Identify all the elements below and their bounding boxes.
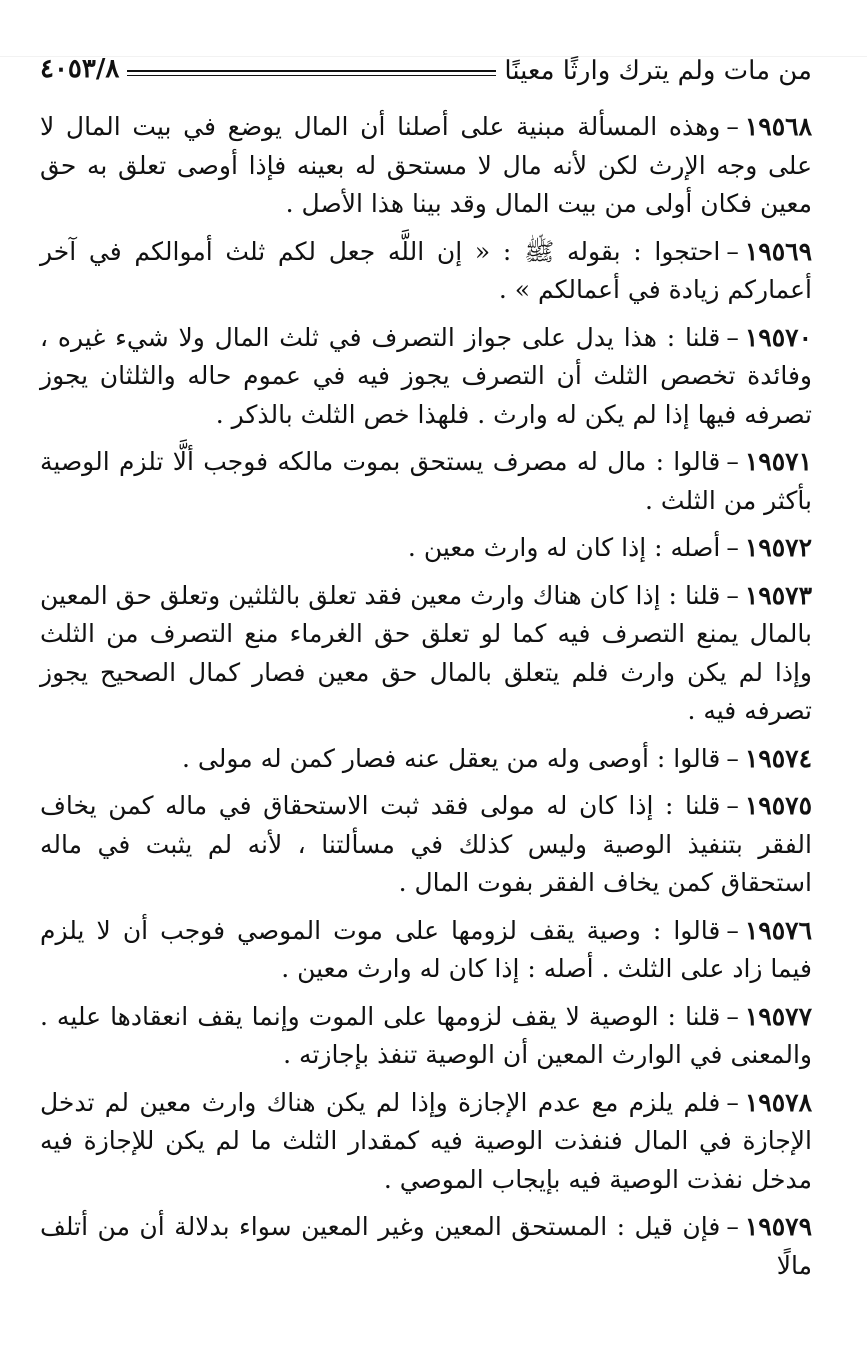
dash-separator: –: [726, 112, 739, 141]
paragraph-number: ١٩٥٧٣: [744, 580, 812, 610]
paragraph-text: احتجوا : بقوله ﷺ : « إن اللَّه جعل لكم ثلث أموالكم في آخر أعماركم زيادة في أعمالكم » .: [40, 236, 812, 304]
paragraph-number: ١٩٥٧١: [744, 447, 812, 476]
paragraph: [40, 577, 812, 731]
dash-separator: –: [726, 1087, 739, 1117]
paragraph: [40, 740, 812, 779]
header-rule: [127, 70, 496, 76]
paragraph: [40, 1084, 812, 1200]
paragraph-number: ١٩٥٧٥: [744, 791, 812, 820]
paragraph-text: قلنا : إذا كان هناك وارث معين فقد تعلق بالثلثين وتعلق حق المعين بالمال يمنع التصرف فيه كما لو تعلق حق الغرماء منع التصرف من الثلث وإذا لم يكن وارث فلم يتعلق بالمال حق معين فصار كمال الصحيح يجوز تصرفه فيه .: [40, 580, 812, 725]
paragraph-number: ١٩٥٧٠: [744, 322, 812, 352]
page-number: ٤٠٥٣/٨: [40, 54, 120, 84]
book-page: [40, 48, 812, 1310]
paragraph-number: ١٩٥٧٢: [744, 533, 812, 562]
page-header: [40, 48, 812, 90]
page-body: [40, 108, 812, 1285]
paragraph-number: ١٩٥٦٨: [744, 112, 812, 141]
dash-separator: –: [726, 236, 739, 266]
paragraph: [40, 998, 812, 1075]
paragraph-text: قلنا : الوصية لا يقف لزومها على الموت وإنما يقف انعقادها عليه . والمعنى في الوارث المعين أن الوصية تنفذ بإجازته .: [40, 1001, 812, 1069]
paragraph-number: ١٩٥٦٩: [744, 236, 812, 266]
paragraph: [40, 912, 812, 989]
paragraph-text: قالوا : أوصى وله من يعقل عنه فصار كمن له مولى .: [181, 743, 721, 773]
paragraph-text: قلنا : إذا كان له مولى فقد ثبت الاستحقاق في ماله كمن يخاف الفقر بتنفيذ الوصية وليس كذلك في مسألتنا ، لأنه لم يثبت في ماله استحقاق كمن يخاف الفقر بفوت المال .: [40, 791, 812, 897]
paragraph-number: ١٩٥٧٤: [744, 743, 812, 773]
paragraph-text: قلنا : هذا يدل على جواز التصرف في ثلث المال ولا شيء غيره ، وفائدة تخصص الثلث أن التصرف يجوز فيه في عموم حاله والثلثان يجوز تصرفه فيها إذا لم يكن له وارث . فلهذا خص الثلث بالذكر .: [40, 322, 812, 429]
paragraph: [40, 233, 812, 310]
paragraph: [40, 319, 812, 435]
paragraph-text: فإن قيل : المستحق المعين وغير المعين سواء بدلالة أن من أتلف مالًا: [40, 1212, 812, 1280]
paragraph-number: ١٩٥٧٧: [744, 1001, 812, 1031]
paragraph: [40, 529, 812, 568]
paragraph-text: فلم يلزم مع عدم الإجازة وإذا لم يكن هناك وارث معين لم تدخل الإجازة في المال فنفذت الوصية فيه كمقدار الثلث ما لم يكن للإجازة فيه مدخل نفذت الوصية فيه بإيجاب الموصي .: [40, 1087, 812, 1194]
paragraph-number: ١٩٥٧٨: [744, 1087, 812, 1117]
dash-separator: –: [726, 1001, 739, 1031]
running-title: من مات ولم يترك وارثًا معينًا: [504, 56, 812, 86]
dash-separator: –: [726, 322, 739, 352]
paragraph: [40, 1208, 812, 1285]
paragraph-text: قالوا : مال له مصرف يستحق بموت مالكه فوجب ألَّا تلزم الوصية بأكثر من الثلث .: [40, 447, 812, 515]
dash-separator: –: [726, 580, 739, 610]
dash-separator: –: [726, 791, 739, 820]
dash-separator: –: [726, 533, 739, 562]
paragraph-text: وهذه المسألة مبنية على أصلنا أن المال يوضع في بيت المال لا على وجه الإرث لكن لأنه مال لا مستحق له بعينه فإذا أوصى تعلق به حق معين فكان أولى من بيت المال وقد بينا هذا الأصل .: [40, 112, 812, 218]
paragraph: [40, 108, 812, 224]
dash-separator: –: [726, 1212, 739, 1241]
paragraph: [40, 443, 812, 520]
dash-separator: –: [726, 915, 739, 945]
paragraph-number: ١٩٥٧٦: [744, 915, 812, 945]
paragraph-text: أصله : إذا كان له وارث معين .: [407, 533, 721, 562]
paragraph: [40, 787, 812, 903]
dash-separator: –: [726, 447, 739, 476]
dash-separator: –: [726, 743, 739, 773]
paragraph-number: ١٩٥٧٩: [744, 1212, 812, 1241]
paragraph-text: قالوا : وصية يقف لزومها على موت الموصي فوجب أن لا يلزم فيما زاد على الثلث . أصله : إذا كان له وارث معين .: [40, 915, 812, 983]
